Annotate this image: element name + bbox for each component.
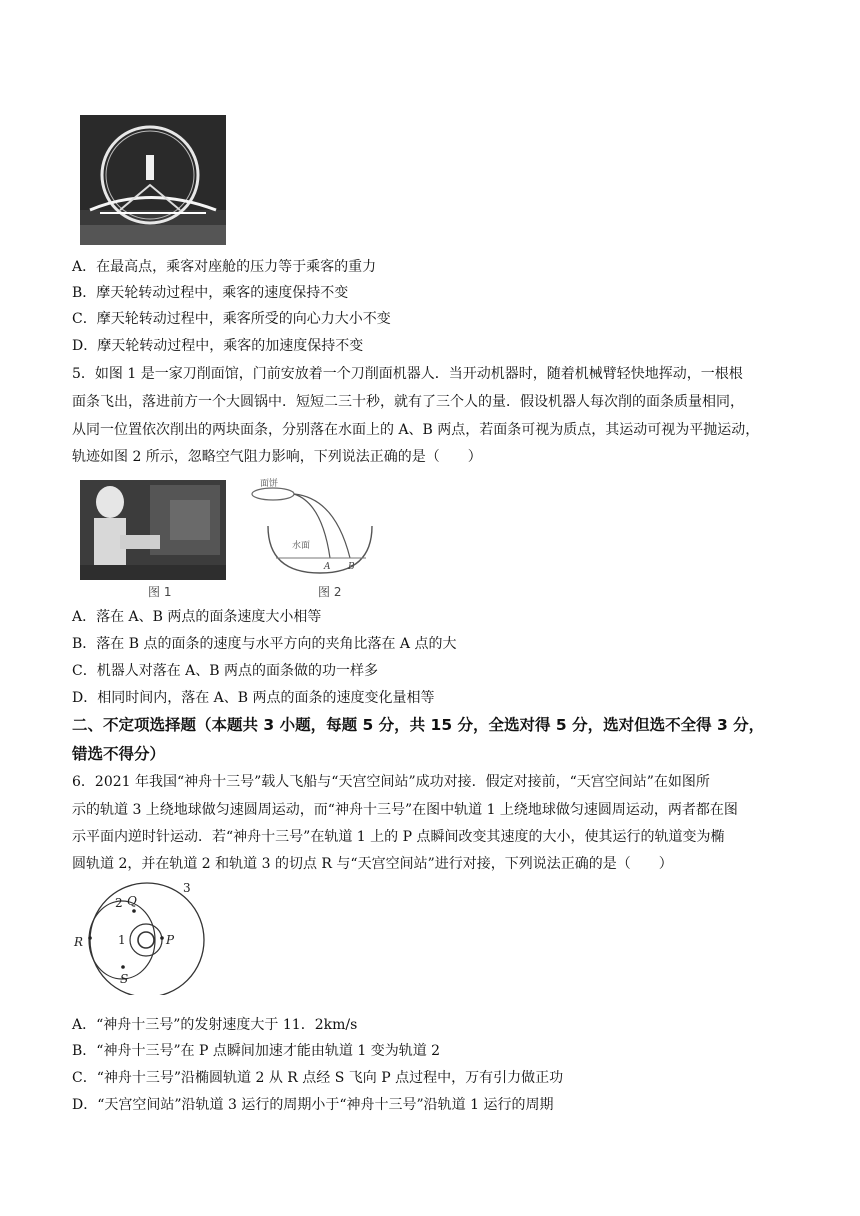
- point-p-label: P: [166, 933, 175, 947]
- q6-option-a: A．“神舟十三号”的发射速度大于 11．2km/s: [72, 1017, 358, 1033]
- point-s: [121, 965, 125, 969]
- pot-outline: [268, 526, 372, 573]
- ferris-wheel-photo: [80, 115, 226, 245]
- section-2-heading-line-2: 错选不得分）: [72, 745, 166, 763]
- q5-option-c: C．机器人对落在 A、B 两点的面条做的功一样多: [72, 663, 379, 679]
- q5-stem-line-2: 面条飞出，落进前方一个大圆锅中．短短二三十秒，就有了三个人的量．假设机器人每次削的面条质量相同，: [72, 394, 744, 410]
- q5-option-b: B．落在 B 点的面条的速度与水平方向的夹角比落在 A 点的大: [72, 636, 457, 652]
- q5-stem-line-3: 从同一位置依次削出的两块面条，分别落在水面上的 A、B 两点，若面条可视为质点，其运动可视为平抛运动，: [72, 422, 760, 438]
- orbit-3: [90, 883, 204, 995]
- point-s-label: S: [120, 972, 129, 986]
- robot-photo: [80, 480, 226, 580]
- q5-option-a: A．落在 A、B 两点的面条速度大小相等: [72, 609, 322, 625]
- q4-option-d: D．摩天轮转动过程中，乘客的加速度保持不变: [72, 338, 364, 354]
- q6-option-b: B．“神舟十三号”在 P 点瞬间加速才能由轨道 1 变为轨道 2: [72, 1043, 441, 1059]
- q4-option-c: C．摩天轮转动过程中，乘客所受的向心力大小不变: [72, 311, 391, 327]
- water-label: 水面: [292, 541, 311, 551]
- q6-stem-line-4: 圆轨道 2，并在轨道 2 和轨道 3 的切点 R 与“天宫空间站”进行对接，下列说法正确的是（ ）: [72, 856, 673, 872]
- orbit-1: [130, 924, 162, 956]
- earth: [138, 932, 154, 948]
- q6-stem-line-2: 示的轨道 3 上绕地球做匀速圆周运动，而“神舟十三号”在图中轨道 1 上绕地球做匀速圆周运动，两者都在图: [72, 802, 738, 818]
- orbit-diagram: [72, 880, 222, 995]
- dough-outline: [252, 488, 294, 500]
- figure-1-caption: 图 1: [148, 585, 172, 599]
- q5-option-d: D．相同时间内，落在 A、B 两点的面条的速度变化量相等: [72, 690, 435, 706]
- point-b-label: B: [348, 562, 355, 572]
- orbit-3-label: 3: [183, 881, 191, 895]
- q4-option-a: A．在最高点，乘客对座舱的压力等于乘客的重力: [72, 259, 377, 275]
- q6-stem-line-1: 6．2021 年我国“神舟十三号”载人飞船与“天宫空间站”成功对接．假定对接前，“天宫空间站”在如图所: [72, 774, 710, 790]
- point-q-label: Q: [127, 894, 137, 908]
- q6-option-d: D．“天宫空间站”沿轨道 3 运行的周期小于“神舟十三号”沿轨道 1 运行的周期: [72, 1097, 554, 1113]
- q5-stem-line-4: 轨迹如图 2 所示，忽略空气阻力影响，下列说法正确的是（ ）: [72, 449, 482, 465]
- point-r: [88, 936, 92, 940]
- point-p: [160, 936, 164, 940]
- figure-2-caption: 图 2: [318, 585, 342, 599]
- section-2-heading-line-1: 二、不定项选择题（本题共 3 小题，每题 5 分，共 15 分，全选对得 5 分，选对但选不全得 3 分，: [72, 716, 765, 734]
- dough-label: 面饼: [260, 479, 279, 489]
- trajectory-diagram: [240, 478, 390, 588]
- point-q: [132, 909, 136, 913]
- q5-stem-line-1: 5．如图 1 是一家刀削面馆，门前安放着一个刀削面机器人．当开动机器时，随着机械臂轻快地挥动，一根根: [72, 366, 743, 382]
- q6-stem-line-3: 示平面内逆时针运动．若“神舟十三号”在轨道 1 上的 P 点瞬间改变其速度的大小，使其运行的轨道变为椭: [72, 829, 725, 845]
- point-r-label: R: [74, 935, 84, 949]
- orbit-1-label: 1: [118, 933, 126, 947]
- q4-option-b: B．摩天轮转动过程中，乘客的速度保持不变: [72, 285, 349, 301]
- q6-option-c: C．“神舟十三号”沿椭圆轨道 2 从 R 点经 S 飞向 P 点过程中，万有引力做正功: [72, 1070, 564, 1086]
- orbit-2-label: 2: [115, 896, 123, 910]
- point-a-label: A: [324, 562, 331, 572]
